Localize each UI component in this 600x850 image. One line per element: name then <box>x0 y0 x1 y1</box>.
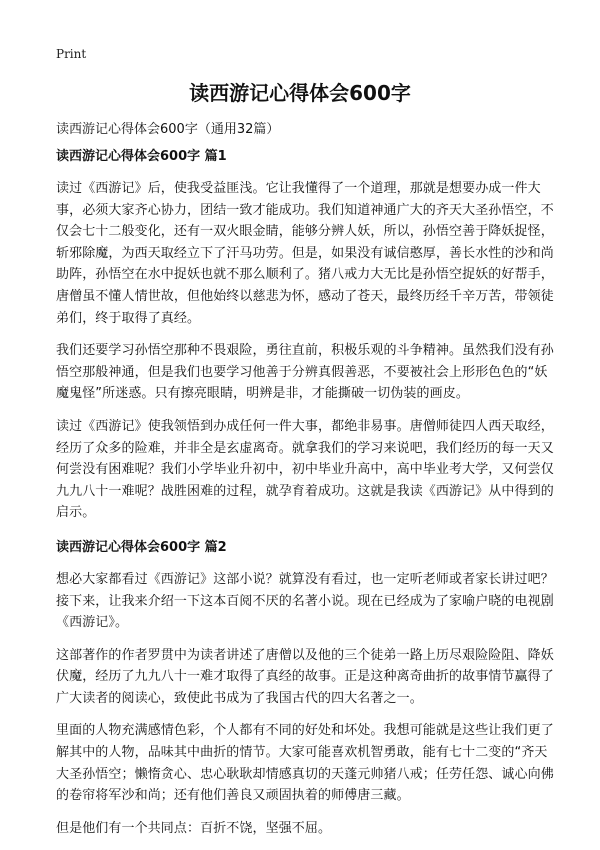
paragraph: 这部著作的作者罗贯中为读者讲述了唐僧以及他的三个徒弟一路上历尽艰险险阻、降妖伏魔，经历了九九八十一难才取得了真经的故事。正是这种离奇曲折的故事情节赢得了广大读者的阅读心，致使此书成为了我国古代的四大名著之一。 <box>56 647 554 706</box>
print-link[interactable]: Print <box>56 47 87 61</box>
paragraph: 读过《西游记》后，使我受益匪浅。它让我懂得了一个道理，那就是想要办成一件大事，必须大家齐心协力，团结一致才能成功。我们知道神通广大的齐天大圣孙悟空，不仅会七十二般变化，还有一双火眼金睛，能够分辨人妖，所以，孙悟空善于降妖捉怪，斩邪除魔，为西天取经立下了汗马功劳。但是，如果没有诚信憨厚，善长水性的沙和尚助阵，孙悟空在水中捉妖也就不那么顺利了。猪八戒力大无比是孙悟空捉妖的好帮手，唐僧虽不懂人情世故，但他始终以慈悲为怀，感动了苍天，最终历经千辛万苦，带领徒弟们，终于取得了真经。 <box>56 181 554 326</box>
paragraph: 里面的人物充满感情色彩，个人都有不同的好处和坏处。我想可能就是这些让我们更了解其中的人物，品味其中曲折的情节。大家可能喜欢机智勇敢，能有七十二变的“齐天大圣孙悟空；懒惰贪心、忠心耿耿却情感真切的天蓬元帅猪八戒；任劳任怨、诚心向佛的卷帘将军沙和尚；还有他们善良又顽固执着的师傅唐三藏。 <box>56 723 554 804</box>
paragraph: 读过《西游记》使我领悟到办成任何一件大事，都绝非易事。唐僧师徒四人西天取经，经历了众多的险难，并非全是玄虚离奇。就拿我们的学习来说吧，我们经历的每一天又何尝没有困难呢？我们小学毕业升初中，初中毕业升高中，高中毕业考大学，又何尝仅九九八十一难呢？战胜困难的过程，就孕育着成功。这就是我读《西游记》从中得到的启示。 <box>56 418 554 521</box>
section-heading: 读西游记心得体会600字 篇1 <box>56 149 227 164</box>
paragraph: 想必大家都看过《西游记》这部小说？就算没有看过，也一定听老师或者家长讲过吧？接下来，让我来介绍一下这本百阅不厌的名著小说。现在已经成为了家喻户晓的电视剧《西游记》。 <box>56 571 554 631</box>
article-body <box>56 148 556 850</box>
paragraph: 但是他们有一个共同点：百折不饶，坚强不屈。 <box>56 820 332 836</box>
section-heading: 读西游记心得体会600字 篇2 <box>56 539 227 555</box>
section-1 <box>56 148 556 524</box>
section-2 <box>56 539 556 840</box>
page-subtitle: 读西游记心得体会600字（通用32篇） <box>56 122 280 137</box>
page-title: 读西游记心得体会600字 <box>189 81 411 105</box>
paragraph: 我们还要学习孙悟空那种不畏艰险，勇往直前，积极乐观的斗争精神。虽然我们没有孙悟空那般神通，但是我们也要学习他善于分辨真假善恶，不要被社会上形形色色的“妖魔鬼怪”所迷惑。只有擦亮眼睛，明辨是非，才能撕破一切伪装的画皮。 <box>56 343 554 402</box>
